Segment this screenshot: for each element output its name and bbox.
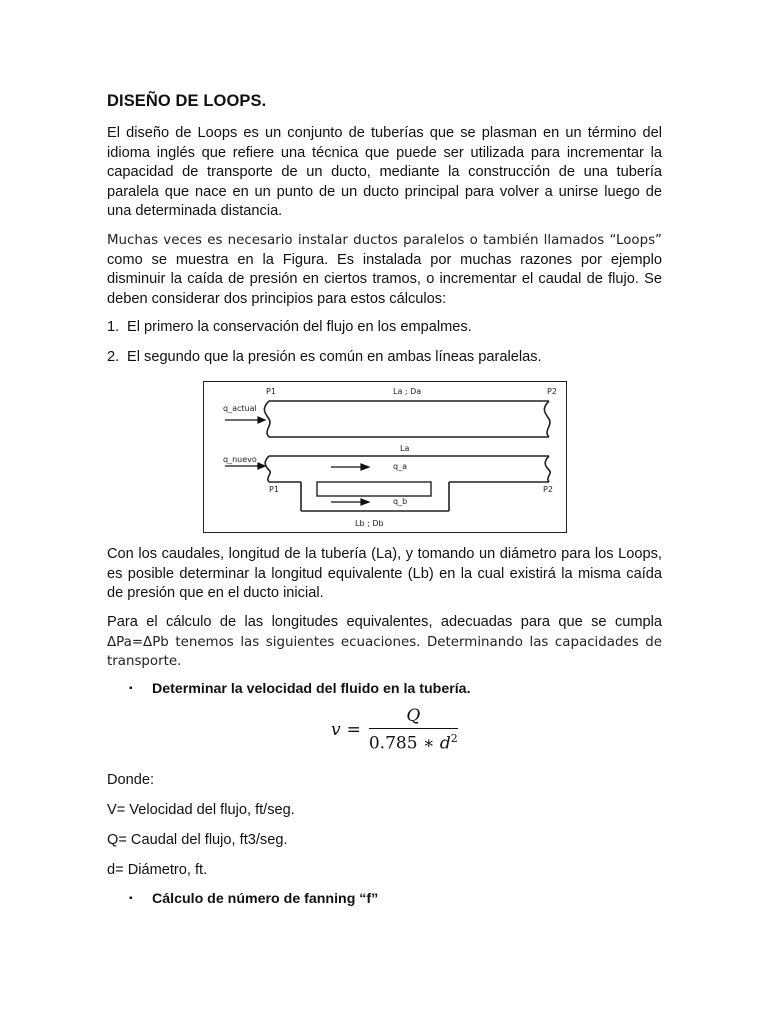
velocity-formula: [331, 706, 458, 754]
label-p2-bottom: P2: [543, 485, 553, 494]
label-p1-top: P1: [266, 387, 276, 396]
principle-text: El segundo que la presión es común en ambas líneas paralelas.: [127, 349, 542, 365]
label-q-actual: q_actual: [223, 404, 257, 413]
loops-paragraph-rest: como se muestra en la Figura. Es instalada por muchas razones por ejemplo disminuir la caída de presión en ciertos tramos, o incrementar el caudal de flujo. Se deben considerar dos principios para estos cálculos:: [107, 251, 662, 307]
intro-paragraph: El diseño de Loops es un conjunto de tuberías que se plasman en un término del idioma inglés que refiere una técnica que puede ser utilizada para incrementar la capacidad de transporte de un ducto, mediante la construcción de una tubería paralela que nace en un punto de un ducto principal para volver a unirse luego de una determinada distancia.: [107, 125, 662, 219]
label-p1-bottom: P1: [269, 485, 279, 494]
formula-fraction: [369, 706, 458, 754]
principle-text: El primero la conservación del flujo en los empalmes.: [127, 319, 472, 335]
formula-numerator: Q: [406, 706, 421, 726]
principle-number: 1.: [107, 319, 120, 335]
label-la-da: La ; Da: [393, 387, 422, 396]
diagram-frame: [204, 382, 567, 533]
principle-item-1: [107, 318, 472, 338]
loops-diagram: [203, 381, 567, 533]
bullet-mark: ▪: [129, 683, 133, 694]
bullet-mark: ▪: [129, 893, 133, 904]
loops-paragraph: [107, 231, 662, 309]
definition-velocity: V= Velocidad del flujo, ft/seg.: [107, 802, 295, 818]
formula-equals: =: [346, 719, 361, 740]
principle-number: 2.: [107, 349, 120, 365]
page-title: DISEÑO DE LOOPS.: [107, 92, 267, 110]
label-p2-top: P2: [547, 387, 557, 396]
equivalent-length-equation-line: ΔPa=ΔPb tenemos las siguientes ecuaciones. Determinando las capacidades de transporte.: [107, 634, 662, 669]
equivalent-length-lead: Para el cálculo de las longitudes equivalentes, adecuadas para que se cumpla: [107, 614, 662, 630]
bullet-fanning: [129, 891, 378, 907]
principle-item-2: [107, 348, 542, 368]
label-q-nuevo: q_nuevo: [223, 455, 257, 464]
formula-denominator: 0.785 ∗ $d^2$: [369, 728, 458, 754]
definition-flow: Q= Caudal del flujo, ft3/seg.: [107, 832, 288, 848]
definition-diameter: d= Diámetro, ft.: [107, 862, 208, 878]
loops-paragraph-lead: Muchas veces es necesario instalar ductos paralelos o también llamados “Loops”: [107, 233, 662, 248]
bullet-fanning-text: Cálculo de número de fanning “f”: [152, 891, 379, 907]
label-la: La: [400, 444, 410, 453]
label-lb-db: Lb ; Db: [355, 519, 384, 528]
donde-label: Donde:: [107, 772, 155, 788]
bullet-velocity-text: Determinar la velocidad del fluido en la tubería.: [152, 681, 471, 697]
bullet-velocity: [129, 681, 471, 697]
label-q-a: q_a: [393, 462, 407, 471]
formula-lhs: v: [331, 719, 341, 740]
after-figure-paragraph: Con los caudales, longitud de la tubería (La), y tomando un diámetro para los Loops, es posible determinar la longitud equivalente (Lb) en la cual existirá la misma caída de presión que en el ducto inicial.: [107, 546, 662, 601]
label-q-b: q_b: [393, 497, 408, 506]
equivalent-length-paragraph: [107, 613, 662, 672]
